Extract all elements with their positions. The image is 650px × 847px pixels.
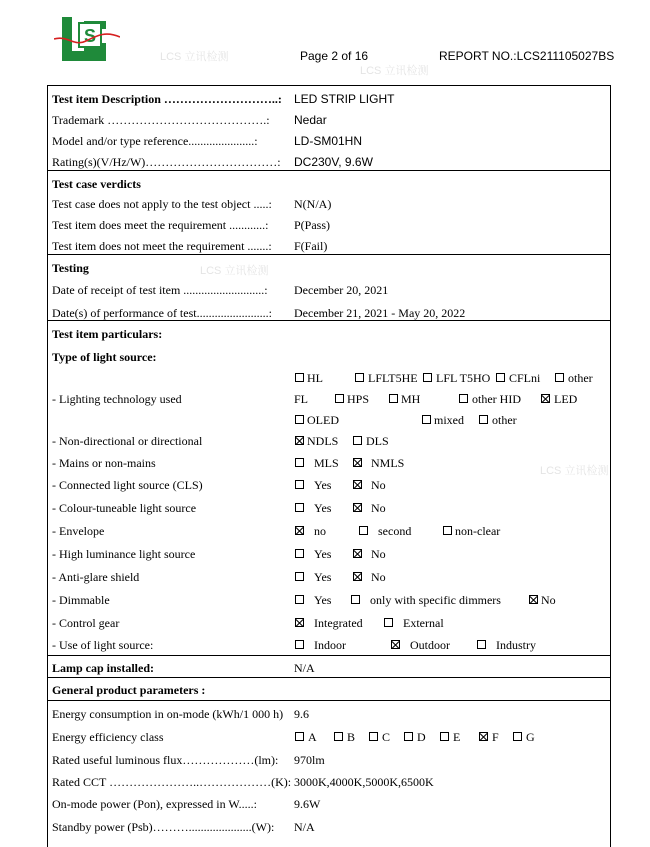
divider xyxy=(47,170,611,171)
glare-no-checkbox[interactable] xyxy=(353,572,362,581)
mh-checkbox[interactable] xyxy=(389,394,398,403)
hlum-yes-label: Yes xyxy=(314,547,332,561)
flux-value: 970lm xyxy=(294,753,325,767)
divider xyxy=(47,700,611,701)
other1-label: other xyxy=(568,371,593,385)
dim-yes-checkbox[interactable] xyxy=(295,595,304,604)
svg-text:S: S xyxy=(83,26,97,46)
mains-label: - Mains or non-mains xyxy=(52,456,156,470)
use-industry-checkbox[interactable] xyxy=(477,640,486,649)
class-e-label: E xyxy=(453,730,461,744)
model-value: LD-SM01HN xyxy=(294,134,363,148)
class-g-label: G xyxy=(526,730,535,744)
glare-no-label: No xyxy=(371,570,386,584)
class-c-label: C xyxy=(382,730,391,744)
divider xyxy=(47,254,611,255)
use-indoor-label: Indoor xyxy=(314,638,346,652)
mls-label: MLS xyxy=(314,456,339,470)
nmls-checkbox[interactable] xyxy=(353,458,362,467)
rating-value: DC230V, 9.6W xyxy=(294,155,373,169)
hps-checkbox[interactable] xyxy=(335,394,344,403)
rating-label: Rating(s)(V/Hz/W)……………………………: xyxy=(52,155,281,169)
fail-value: F(Fail) xyxy=(294,239,328,253)
dim-no-checkbox[interactable] xyxy=(529,595,538,604)
envelope-label: - Envelope xyxy=(52,524,105,538)
cct-label: Rated CCT …………………..………………(K): xyxy=(52,775,292,789)
testing-title: Testing xyxy=(52,261,89,275)
cls-no-label: No xyxy=(371,478,386,492)
cct-value: 3000K,4000K,5000K,6500K xyxy=(294,775,434,789)
lflt5he-label: LFLT5HE xyxy=(368,371,418,385)
gear-integrated-checkbox[interactable] xyxy=(295,618,304,627)
particulars-title: Test item particulars: xyxy=(52,327,163,341)
env-nonclear-label: non-clear xyxy=(455,524,501,538)
fail-label: Test item does not meet the requirement .......: xyxy=(52,239,272,253)
use-outdoor-checkbox[interactable] xyxy=(391,640,400,649)
gear-integrated-label: Integrated xyxy=(314,616,363,630)
ndls-checkbox[interactable] xyxy=(295,436,304,445)
lampcap-value: N/A xyxy=(294,661,315,675)
lflt5he-checkbox[interactable] xyxy=(355,373,364,382)
class-a-label: A xyxy=(308,730,317,744)
glare-yes-label: Yes xyxy=(314,570,332,584)
pass-value: P(Pass) xyxy=(294,218,331,232)
cls-label: - Connected light source (CLS) xyxy=(52,478,203,492)
energy-label: Energy consumption in on-mode (kWh/1 000 h) xyxy=(52,707,284,721)
company-logo xyxy=(54,13,120,67)
desc-label: Test item Description ………………………..: xyxy=(52,92,282,106)
dls-label: DLS xyxy=(366,434,389,448)
hlum-label: - High luminance light source xyxy=(52,547,196,561)
hl-checkbox[interactable] xyxy=(295,373,304,382)
other2-checkbox[interactable] xyxy=(479,415,488,424)
gear-external-label: External xyxy=(403,616,444,630)
glare-yes-checkbox[interactable] xyxy=(295,572,304,581)
hps-label: HPS xyxy=(347,392,370,406)
env-no-checkbox[interactable] xyxy=(295,526,304,535)
use-outdoor-label: Outdoor xyxy=(410,638,450,652)
mls-checkbox[interactable] xyxy=(295,458,304,467)
psb-label: Standby power (Psb)……….....................(W): xyxy=(52,820,275,834)
divider xyxy=(47,677,611,678)
divider xyxy=(47,320,611,321)
receipt-label: Date of receipt of test item ...........................: xyxy=(52,283,268,297)
mixed-checkbox[interactable] xyxy=(422,415,431,424)
oled-checkbox[interactable] xyxy=(295,415,304,424)
env-nonclear-checkbox[interactable] xyxy=(443,526,452,535)
hlum-no-label: No xyxy=(371,547,386,561)
gear-label: - Control gear xyxy=(52,616,120,630)
performance-value: December 21, 2021 - May 20, 2022 xyxy=(294,306,466,320)
class-d-checkbox[interactable] xyxy=(404,732,413,741)
pass-label: Test item does meet the requirement ............: xyxy=(52,218,269,232)
class-c-checkbox[interactable] xyxy=(369,732,378,741)
hlum-no-checkbox[interactable] xyxy=(353,549,362,558)
trademark-value: Nedar xyxy=(294,113,327,127)
flux-label: Rated useful luminous flux………………(lm): xyxy=(52,753,279,767)
nmls-label: NMLS xyxy=(371,456,405,470)
pon-value: 9.6W xyxy=(294,797,321,811)
lflt5ho-checkbox[interactable] xyxy=(423,373,432,382)
class-b-checkbox[interactable] xyxy=(334,732,343,741)
cflni-checkbox[interactable] xyxy=(496,373,505,382)
led-checkbox[interactable] xyxy=(541,394,550,403)
env-second-checkbox[interactable] xyxy=(359,526,368,535)
na-value: N(N/A) xyxy=(294,197,332,211)
other-hid-checkbox[interactable] xyxy=(459,394,468,403)
other2-label: other xyxy=(492,413,517,427)
oled-label: OLED xyxy=(307,413,339,427)
class-d-label: D xyxy=(417,730,426,744)
tech-label: - Lighting technology used xyxy=(52,392,182,406)
use-industry-label: Industry xyxy=(496,638,536,652)
receipt-value: December 20, 2021 xyxy=(294,283,389,297)
dls-checkbox[interactable] xyxy=(353,436,362,445)
class-b-label: B xyxy=(347,730,356,744)
class-a-checkbox[interactable] xyxy=(295,732,304,741)
env-no-label: no xyxy=(314,524,326,538)
cflni-label: CFLni xyxy=(509,371,541,385)
trademark-label: Trademark ………………………………….: xyxy=(52,113,270,127)
gear-external-checkbox[interactable] xyxy=(384,618,393,627)
use-label: - Use of light source: xyxy=(52,638,154,652)
lampcap-label: Lamp cap installed: xyxy=(52,661,155,675)
dim-no-label: No xyxy=(541,593,556,607)
colour-label: - Colour-tuneable light source xyxy=(52,501,197,515)
class-g-checkbox[interactable] xyxy=(513,732,522,741)
desc-value: LED STRIP LIGHT xyxy=(294,92,395,106)
report-number: REPORT NO.:LCS211105027BS xyxy=(439,49,615,63)
env-second-label: second xyxy=(378,524,412,538)
other-hid-label: other HID xyxy=(472,392,521,406)
colour-no-label: No xyxy=(371,501,386,515)
dim-yes-label: Yes xyxy=(314,593,332,607)
dir-label: - Non-directional or directional xyxy=(52,434,203,448)
glare-label: - Anti-glare shield xyxy=(52,570,140,584)
hlum-yes-checkbox[interactable] xyxy=(295,549,304,558)
colour-no-checkbox[interactable] xyxy=(353,503,362,512)
na-label: Test case does not apply to the test object .....: xyxy=(52,197,272,211)
performance-label: Date(s) of performance of test........................: xyxy=(52,306,272,320)
page-number: Page 2 of 16 xyxy=(300,49,369,63)
class-label: Energy efficiency class xyxy=(52,730,164,744)
fl-label: FL xyxy=(294,392,309,406)
dim-specific-checkbox[interactable] xyxy=(351,595,360,604)
hl-label: HL xyxy=(307,371,323,385)
general-title: General product parameters : xyxy=(52,683,206,697)
class-f-label: F xyxy=(492,730,499,744)
cls-yes-label: Yes xyxy=(314,478,332,492)
model-label: Model and/or type reference......................: xyxy=(52,134,258,148)
other1-checkbox[interactable] xyxy=(555,373,564,382)
verdicts-title: Test case verdicts xyxy=(52,177,141,191)
cls-no-checkbox[interactable] xyxy=(353,480,362,489)
class-f-checkbox[interactable] xyxy=(479,732,488,741)
light-source-title: Type of light source: xyxy=(52,350,157,364)
psb-value: N/A xyxy=(294,820,315,834)
energy-value: 9.6 xyxy=(294,707,309,721)
cls-yes-checkbox[interactable] xyxy=(295,480,304,489)
colour-yes-label: Yes xyxy=(314,501,332,515)
ndls-label: NDLS xyxy=(307,434,339,448)
mh-label: MH xyxy=(401,392,421,406)
use-indoor-checkbox[interactable] xyxy=(295,640,304,649)
divider xyxy=(47,655,611,656)
colour-yes-checkbox[interactable] xyxy=(295,503,304,512)
led-label: LED xyxy=(554,392,578,406)
mixed-label: mixed xyxy=(434,413,464,427)
dim-label: - Dimmable xyxy=(52,593,110,607)
class-e-checkbox[interactable] xyxy=(440,732,449,741)
lflt5ho-label: LFL T5HO xyxy=(436,371,491,385)
dim-specific-label: only with specific dimmers xyxy=(370,593,501,607)
pon-label: On-mode power (Pon), expressed in W.....: xyxy=(52,797,257,811)
